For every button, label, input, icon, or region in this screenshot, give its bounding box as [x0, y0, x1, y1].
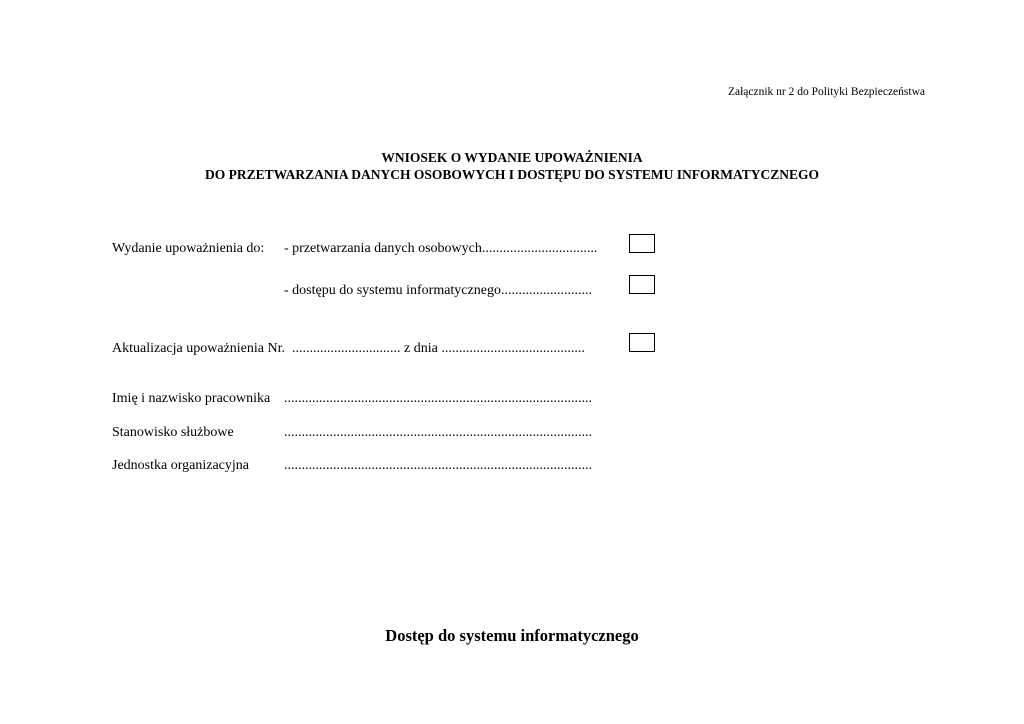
form-title-line-2: DO PRZETWARZANIA DANYCH OSOBOWYCH I DOSTĘPU DO SYSTEMU INFORMATYCZNEGO	[204, 167, 820, 182]
employee-name-blank[interactable]: ........................................................................................	[284, 391, 592, 406]
issue-option-system-access: - dostępu do systemu informatycznego..........................	[284, 283, 592, 298]
section-heading-system-access: Dostęp do systemu informatycznego	[385, 626, 639, 645]
annex-note: Załącznik nr 2 do Polityki Bezpieczeństwa	[727, 86, 925, 98]
update-number-blank[interactable]: ...............................	[291, 341, 401, 356]
form-title-line-1: WNIOSEK O WYDANIE UPOWAŻNIENIA	[381, 150, 643, 165]
update-label: Aktualizacja upoważnienia Nr.	[112, 341, 285, 356]
unit-label: Jednostka organizacyjna	[112, 458, 249, 473]
update-date-label: z dnia	[403, 341, 438, 356]
checkbox-personal-data[interactable]	[629, 234, 655, 253]
unit-blank[interactable]: ........................................................................................	[284, 458, 592, 473]
checkbox-update[interactable]	[629, 333, 655, 352]
issue-label: Wydanie upoważnienia do:	[112, 241, 265, 256]
issue-option-personal-data: - przetwarzania danych osobowych.................................	[284, 241, 598, 256]
employee-name-label: Imię i nazwisko pracownika	[112, 391, 271, 406]
checkbox-system-access[interactable]	[629, 275, 655, 294]
update-date-blank[interactable]: .........................................	[441, 341, 585, 356]
position-label: Stanowisko służbowe	[112, 425, 234, 440]
position-blank[interactable]: ........................................................................................	[284, 425, 592, 440]
update-row	[112, 341, 585, 357]
